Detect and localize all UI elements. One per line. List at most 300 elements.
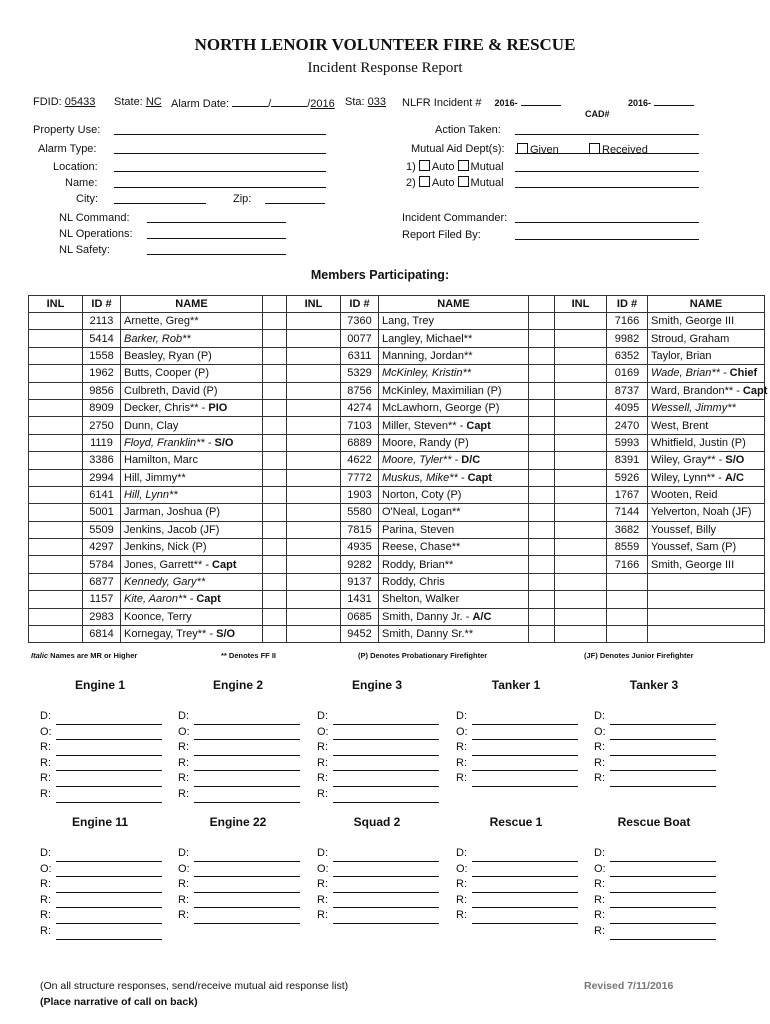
- position-input[interactable]: [333, 865, 439, 877]
- action-taken-input[interactable]: [515, 134, 699, 135]
- inl-cell[interactable]: [555, 626, 607, 643]
- inl-cell[interactable]: [29, 313, 83, 330]
- spacer-cell: [263, 591, 287, 608]
- inl-cell[interactable]: [29, 434, 83, 451]
- position-input[interactable]: [56, 928, 162, 940]
- crew-position[interactable]: [456, 756, 578, 772]
- fdid-field: FDID: 05433: [33, 96, 96, 108]
- table-row: [29, 330, 765, 347]
- position-input[interactable]: [472, 850, 578, 862]
- position-input[interactable]: [610, 928, 716, 940]
- member-id: 5784: [83, 556, 121, 573]
- inl-cell[interactable]: [29, 504, 83, 521]
- report-filed-by-input[interactable]: [515, 239, 699, 240]
- crew-position[interactable]: [40, 846, 162, 862]
- inl-cell[interactable]: [555, 608, 607, 625]
- position-input[interactable]: [333, 850, 439, 862]
- inl-cell[interactable]: [287, 347, 341, 364]
- member-name: Whitfield, Justin (P): [648, 434, 765, 451]
- member-id: 4297: [83, 539, 121, 556]
- position-input[interactable]: [472, 775, 578, 787]
- position-label: R:: [40, 772, 51, 785]
- crew-position[interactable]: [456, 771, 578, 787]
- position-input[interactable]: [56, 850, 162, 862]
- action-taken-label: Action Taken:: [435, 124, 501, 136]
- crew-position[interactable]: [456, 740, 578, 756]
- position-input[interactable]: [610, 881, 716, 893]
- crew-position[interactable]: [40, 709, 162, 725]
- position-input[interactable]: [333, 912, 439, 924]
- position-input[interactable]: [610, 896, 716, 908]
- position-input[interactable]: [472, 713, 578, 725]
- crew-position[interactable]: [40, 877, 162, 893]
- inl-cell[interactable]: [555, 417, 607, 434]
- position-input[interactable]: [333, 713, 439, 725]
- member-rank: D/C: [461, 454, 481, 467]
- position-input[interactable]: [56, 775, 162, 787]
- crew-list: [317, 709, 439, 803]
- inl-cell[interactable]: [29, 382, 83, 399]
- position-label: R:: [40, 893, 51, 906]
- position-input[interactable]: [472, 865, 578, 877]
- property-use-input[interactable]: [114, 134, 326, 135]
- member-id: 7166: [607, 313, 648, 330]
- position-label: R:: [40, 787, 51, 800]
- inl-cell[interactable]: [287, 504, 341, 521]
- inl-cell[interactable]: [555, 539, 607, 556]
- inl-cell[interactable]: [555, 399, 607, 416]
- crew-position[interactable]: [317, 709, 439, 725]
- table-row: [29, 573, 765, 590]
- crew-position[interactable]: [594, 924, 716, 940]
- member-name: Hill, Jimmy**: [121, 469, 263, 486]
- table-row: [29, 313, 765, 330]
- position-input[interactable]: [56, 881, 162, 893]
- position-input[interactable]: [472, 912, 578, 924]
- crew-position[interactable]: [40, 725, 162, 741]
- member-name: Wade, Brian** - Chief: [648, 365, 765, 382]
- position-label: D:: [178, 847, 189, 859]
- inl-cell[interactable]: [287, 417, 341, 434]
- member-id: 2750: [83, 417, 121, 434]
- position-input[interactable]: [194, 896, 300, 908]
- position-input[interactable]: [194, 865, 300, 877]
- crew-position[interactable]: [317, 771, 439, 787]
- crew-position[interactable]: [317, 877, 439, 893]
- member-id: 5001: [83, 504, 121, 521]
- crew-position[interactable]: [594, 740, 716, 756]
- member-id: 4622: [341, 452, 379, 469]
- inl-cell[interactable]: [555, 521, 607, 538]
- inl-cell[interactable]: [29, 626, 83, 643]
- crew-position[interactable]: [178, 756, 300, 772]
- member-name: Langley, Michael**: [379, 330, 529, 347]
- nl-safety-label: NL Safety:: [59, 244, 110, 256]
- inl-cell[interactable]: [287, 539, 341, 556]
- crew-position[interactable]: [40, 740, 162, 756]
- crew-position[interactable]: [456, 862, 578, 878]
- position-label: R:: [40, 909, 51, 922]
- member-rank: S/O: [725, 454, 745, 467]
- position-input[interactable]: [333, 896, 439, 908]
- member-id: 8737: [607, 382, 648, 399]
- member-id: 9137: [341, 573, 379, 590]
- member-name: Wooten, Reid: [648, 486, 765, 503]
- auto-checkbox-2[interactable]: Auto: [419, 177, 455, 189]
- position-input[interactable]: [472, 896, 578, 908]
- inl-cell[interactable]: [29, 591, 83, 608]
- crew-position[interactable]: [178, 787, 300, 803]
- member-id: 1903: [341, 486, 379, 503]
- inl-cell[interactable]: [555, 469, 607, 486]
- alarm-date-field[interactable]: Alarm Date: / /2016: [171, 98, 335, 110]
- apparatus-title: Engine 11: [71, 815, 129, 829]
- crew-position[interactable]: [317, 787, 439, 803]
- position-label: R:: [317, 772, 328, 785]
- member-id: 0685: [341, 608, 379, 625]
- position-input[interactable]: [610, 728, 716, 740]
- position-input[interactable]: [194, 759, 300, 771]
- crew-position[interactable]: [40, 908, 162, 924]
- mutual-aid-input[interactable]: [515, 153, 699, 154]
- member-name: Miller, Steven** - Capt: [379, 417, 529, 434]
- mutual-aid-dept-1-input[interactable]: [515, 171, 699, 172]
- inl-cell[interactable]: [287, 556, 341, 573]
- position-label: R:: [178, 741, 189, 754]
- inl-header: INL: [287, 296, 341, 313]
- position-input[interactable]: [194, 775, 300, 787]
- member-name: McKinley, Kristin**: [379, 365, 529, 382]
- inl-cell[interactable]: [287, 486, 341, 503]
- member-name: Smith, George III: [648, 313, 765, 330]
- crew-position[interactable]: [317, 862, 439, 878]
- inl-cell[interactable]: [287, 591, 341, 608]
- alarm-type-input[interactable]: [114, 153, 326, 154]
- zip-input[interactable]: [265, 203, 325, 204]
- member-id: 5329: [341, 365, 379, 382]
- member-id: 5414: [83, 330, 121, 347]
- position-label: R:: [317, 756, 328, 769]
- inl-cell[interactable]: [555, 504, 607, 521]
- member-name: Roddy, Chris: [379, 573, 529, 590]
- inl-cell[interactable]: [287, 365, 341, 382]
- position-input[interactable]: [610, 759, 716, 771]
- table-row: [29, 399, 765, 416]
- inl-cell[interactable]: [29, 469, 83, 486]
- crew-position[interactable]: [456, 893, 578, 909]
- apparatus-title: Engine 3: [351, 678, 402, 692]
- position-label: D:: [456, 710, 467, 722]
- spacer-cell: [263, 382, 287, 399]
- crew-list: [594, 709, 716, 787]
- crew-position[interactable]: [178, 709, 300, 725]
- cad-field[interactable]: 2016-: [628, 96, 694, 109]
- location-input[interactable]: [114, 171, 326, 172]
- position-input[interactable]: [194, 881, 300, 893]
- table-row: [29, 417, 765, 434]
- crew-position[interactable]: [594, 893, 716, 909]
- name-header: NAME: [379, 296, 529, 313]
- member-name: Norton, Coty (P): [379, 486, 529, 503]
- position-input[interactable]: [56, 759, 162, 771]
- inl-cell[interactable]: [29, 573, 83, 590]
- position-input[interactable]: [610, 744, 716, 756]
- inl-cell[interactable]: [29, 347, 83, 364]
- crew-position[interactable]: [178, 862, 300, 878]
- inl-cell[interactable]: [287, 452, 341, 469]
- inl-cell[interactable]: [29, 399, 83, 416]
- crew-position[interactable]: [40, 756, 162, 772]
- inl-cell[interactable]: [287, 573, 341, 590]
- position-label: R:: [456, 893, 467, 906]
- inl-cell[interactable]: [29, 417, 83, 434]
- inl-cell[interactable]: [555, 434, 607, 451]
- position-input[interactable]: [610, 865, 716, 877]
- spacer-cell: [529, 434, 555, 451]
- inl-cell[interactable]: [29, 365, 83, 382]
- member-name: Smith, George III: [648, 556, 765, 573]
- name-header: NAME: [121, 296, 263, 313]
- city-input[interactable]: [114, 203, 206, 204]
- mutual-checkbox-2[interactable]: Mutual: [458, 177, 504, 189]
- member-name: Kennedy, Gary**: [121, 573, 263, 590]
- position-label: R:: [40, 878, 51, 891]
- crew-position[interactable]: [317, 756, 439, 772]
- inl-cell[interactable]: [555, 347, 607, 364]
- position-input[interactable]: [56, 912, 162, 924]
- crew-position[interactable]: [594, 771, 716, 787]
- member-name: Yelverton, Noah (JF): [648, 504, 765, 521]
- crew-position[interactable]: [178, 846, 300, 862]
- member-id: 2470: [607, 417, 648, 434]
- position-label: D:: [40, 710, 51, 722]
- member-name: Stroud, Graham: [648, 330, 765, 347]
- position-input[interactable]: [56, 896, 162, 908]
- inl-cell[interactable]: [555, 556, 607, 573]
- spacer-cell: [529, 486, 555, 503]
- inl-cell[interactable]: [555, 452, 607, 469]
- crew-position[interactable]: [178, 725, 300, 741]
- inl-cell[interactable]: [555, 365, 607, 382]
- member-name: West, Brent: [648, 417, 765, 434]
- position-input[interactable]: [194, 912, 300, 924]
- inl-cell[interactable]: [29, 452, 83, 469]
- given-checkbox[interactable]: Given: [517, 143, 559, 156]
- member-id: 6889: [341, 434, 379, 451]
- crew-position[interactable]: [178, 908, 300, 924]
- mutual-checkbox-1[interactable]: Mutual: [458, 161, 504, 173]
- inl-cell[interactable]: [29, 330, 83, 347]
- position-label: R:: [317, 787, 328, 800]
- crew-position[interactable]: [594, 725, 716, 741]
- crew-position[interactable]: [594, 877, 716, 893]
- position-input[interactable]: [56, 791, 162, 803]
- position-input[interactable]: [56, 728, 162, 740]
- position-label: R:: [456, 878, 467, 891]
- position-input[interactable]: [194, 791, 300, 803]
- position-input[interactable]: [472, 759, 578, 771]
- crew-position[interactable]: [317, 740, 439, 756]
- nl-command-input[interactable]: [147, 222, 286, 223]
- crew-position[interactable]: [594, 709, 716, 725]
- inl-cell[interactable]: [29, 556, 83, 573]
- member-name: Wiley, Gray** - S/O: [648, 452, 765, 469]
- position-input[interactable]: [333, 775, 439, 787]
- inl-cell[interactable]: [287, 608, 341, 625]
- position-input[interactable]: [610, 850, 716, 862]
- member-name: Decker, Chris** - PIO: [121, 399, 263, 416]
- spacer-cell: [263, 330, 287, 347]
- position-input[interactable]: [194, 850, 300, 862]
- member-name: Lang, Trey: [379, 313, 529, 330]
- received-checkbox[interactable]: Received: [589, 143, 648, 156]
- position-input[interactable]: [472, 881, 578, 893]
- member-name: Jenkins, Nick (P): [121, 539, 263, 556]
- crew-position[interactable]: [594, 846, 716, 862]
- inl-cell[interactable]: [287, 434, 341, 451]
- inl-cell[interactable]: [29, 521, 83, 538]
- inl-cell[interactable]: [29, 486, 83, 503]
- inl-cell[interactable]: [555, 330, 607, 347]
- spacer-header: [263, 296, 287, 313]
- spacer-cell: [263, 521, 287, 538]
- position-input[interactable]: [610, 912, 716, 924]
- table-row: [29, 452, 765, 469]
- crew-list: [40, 709, 162, 803]
- member-rank: Capt: [212, 558, 237, 571]
- inl-cell[interactable]: [29, 608, 83, 625]
- inl-cell[interactable]: [287, 626, 341, 643]
- inl-cell[interactable]: [287, 313, 341, 330]
- crew-position[interactable]: [40, 924, 162, 940]
- crew-position[interactable]: [456, 877, 578, 893]
- mutual-aid-dept-2-input[interactable]: [515, 187, 699, 188]
- nlfr-incident-field[interactable]: NLFR Incident # 2016-: [402, 96, 561, 109]
- crew-position[interactable]: [40, 771, 162, 787]
- crew-position[interactable]: [317, 893, 439, 909]
- crew-position[interactable]: [178, 877, 300, 893]
- inl-cell[interactable]: [287, 521, 341, 538]
- position-label: R:: [317, 893, 328, 906]
- name-input[interactable]: [114, 187, 326, 188]
- crew-position[interactable]: [317, 846, 439, 862]
- inl-cell[interactable]: [555, 382, 607, 399]
- position-input[interactable]: [56, 865, 162, 877]
- position-input[interactable]: [333, 744, 439, 756]
- position-input[interactable]: [333, 791, 439, 803]
- crew-position[interactable]: [178, 893, 300, 909]
- table-row: [29, 486, 765, 503]
- position-input[interactable]: [333, 881, 439, 893]
- member-name: Parina, Steven: [379, 521, 529, 538]
- position-label: D:: [317, 710, 328, 722]
- incident-commander-input[interactable]: [515, 222, 699, 223]
- nl-safety-input[interactable]: [147, 254, 286, 255]
- member-name: Muskus, Mike** - Capt: [379, 469, 529, 486]
- crew-position[interactable]: [456, 908, 578, 924]
- position-input[interactable]: [333, 759, 439, 771]
- table-row: [29, 626, 765, 643]
- crew-position[interactable]: [594, 862, 716, 878]
- crew-position[interactable]: [40, 893, 162, 909]
- member-name: Roddy, Brian**: [379, 556, 529, 573]
- inl-cell[interactable]: [29, 539, 83, 556]
- crew-list: [40, 846, 162, 940]
- crew-position[interactable]: [40, 862, 162, 878]
- position-input[interactable]: [610, 775, 716, 787]
- position-label: R:: [594, 893, 605, 906]
- nl-operations-input[interactable]: [147, 238, 286, 239]
- mutual-aid-label: Mutual Aid Dept(s):: [411, 143, 505, 155]
- position-input[interactable]: [56, 744, 162, 756]
- member-id: 1431: [341, 591, 379, 608]
- position-input[interactable]: [194, 713, 300, 725]
- id-header: ID #: [607, 296, 648, 313]
- inl-header: INL: [29, 296, 83, 313]
- inl-cell[interactable]: [555, 486, 607, 503]
- position-input[interactable]: [610, 713, 716, 725]
- crew-position[interactable]: [456, 846, 578, 862]
- member-name: Koonce, Terry: [121, 608, 263, 625]
- mutual-aid-row-1: 1) Auto Mutual: [406, 161, 504, 173]
- position-input[interactable]: [194, 744, 300, 756]
- spacer-cell: [263, 347, 287, 364]
- member-rank: Capt: [196, 593, 221, 606]
- position-input[interactable]: [194, 728, 300, 740]
- inl-cell[interactable]: [555, 591, 607, 608]
- crew-list: [456, 846, 578, 924]
- crew-position[interactable]: [178, 771, 300, 787]
- member-id: 8909: [83, 399, 121, 416]
- position-label: R:: [456, 909, 467, 922]
- member-id: 9856: [83, 382, 121, 399]
- crew-position[interactable]: [456, 725, 578, 741]
- member-name: McKinley, Maximilian (P): [379, 382, 529, 399]
- member-name: Moore, Tyler** - D/C: [379, 452, 529, 469]
- member-name: Youssef, Billy: [648, 521, 765, 538]
- crew-position[interactable]: [594, 908, 716, 924]
- member-name: Culbreth, David (P): [121, 382, 263, 399]
- member-id: 4274: [341, 399, 379, 416]
- inl-cell[interactable]: [287, 399, 341, 416]
- position-input[interactable]: [472, 728, 578, 740]
- inl-cell[interactable]: [287, 469, 341, 486]
- inl-cell[interactable]: [555, 573, 607, 590]
- crew-position[interactable]: [178, 740, 300, 756]
- crew-position[interactable]: [317, 908, 439, 924]
- crew-position[interactable]: [594, 756, 716, 772]
- member-id: [607, 591, 648, 608]
- position-input[interactable]: [472, 744, 578, 756]
- member-id: 5926: [607, 469, 648, 486]
- crew-position[interactable]: [456, 709, 578, 725]
- inl-cell[interactable]: [287, 330, 341, 347]
- position-input[interactable]: [56, 713, 162, 725]
- inl-cell[interactable]: [555, 313, 607, 330]
- inl-cell[interactable]: [287, 382, 341, 399]
- crew-position[interactable]: [317, 725, 439, 741]
- member-id: 5993: [607, 434, 648, 451]
- spacer-cell: [263, 504, 287, 521]
- position-input[interactable]: [333, 728, 439, 740]
- crew-position[interactable]: [40, 787, 162, 803]
- auto-checkbox-1[interactable]: Auto: [419, 161, 455, 173]
- spacer-cell: [529, 330, 555, 347]
- member-id: 2994: [83, 469, 121, 486]
- member-name: [648, 573, 765, 590]
- member-name: Moore, Randy (P): [379, 434, 529, 451]
- spacer-cell: [529, 521, 555, 538]
